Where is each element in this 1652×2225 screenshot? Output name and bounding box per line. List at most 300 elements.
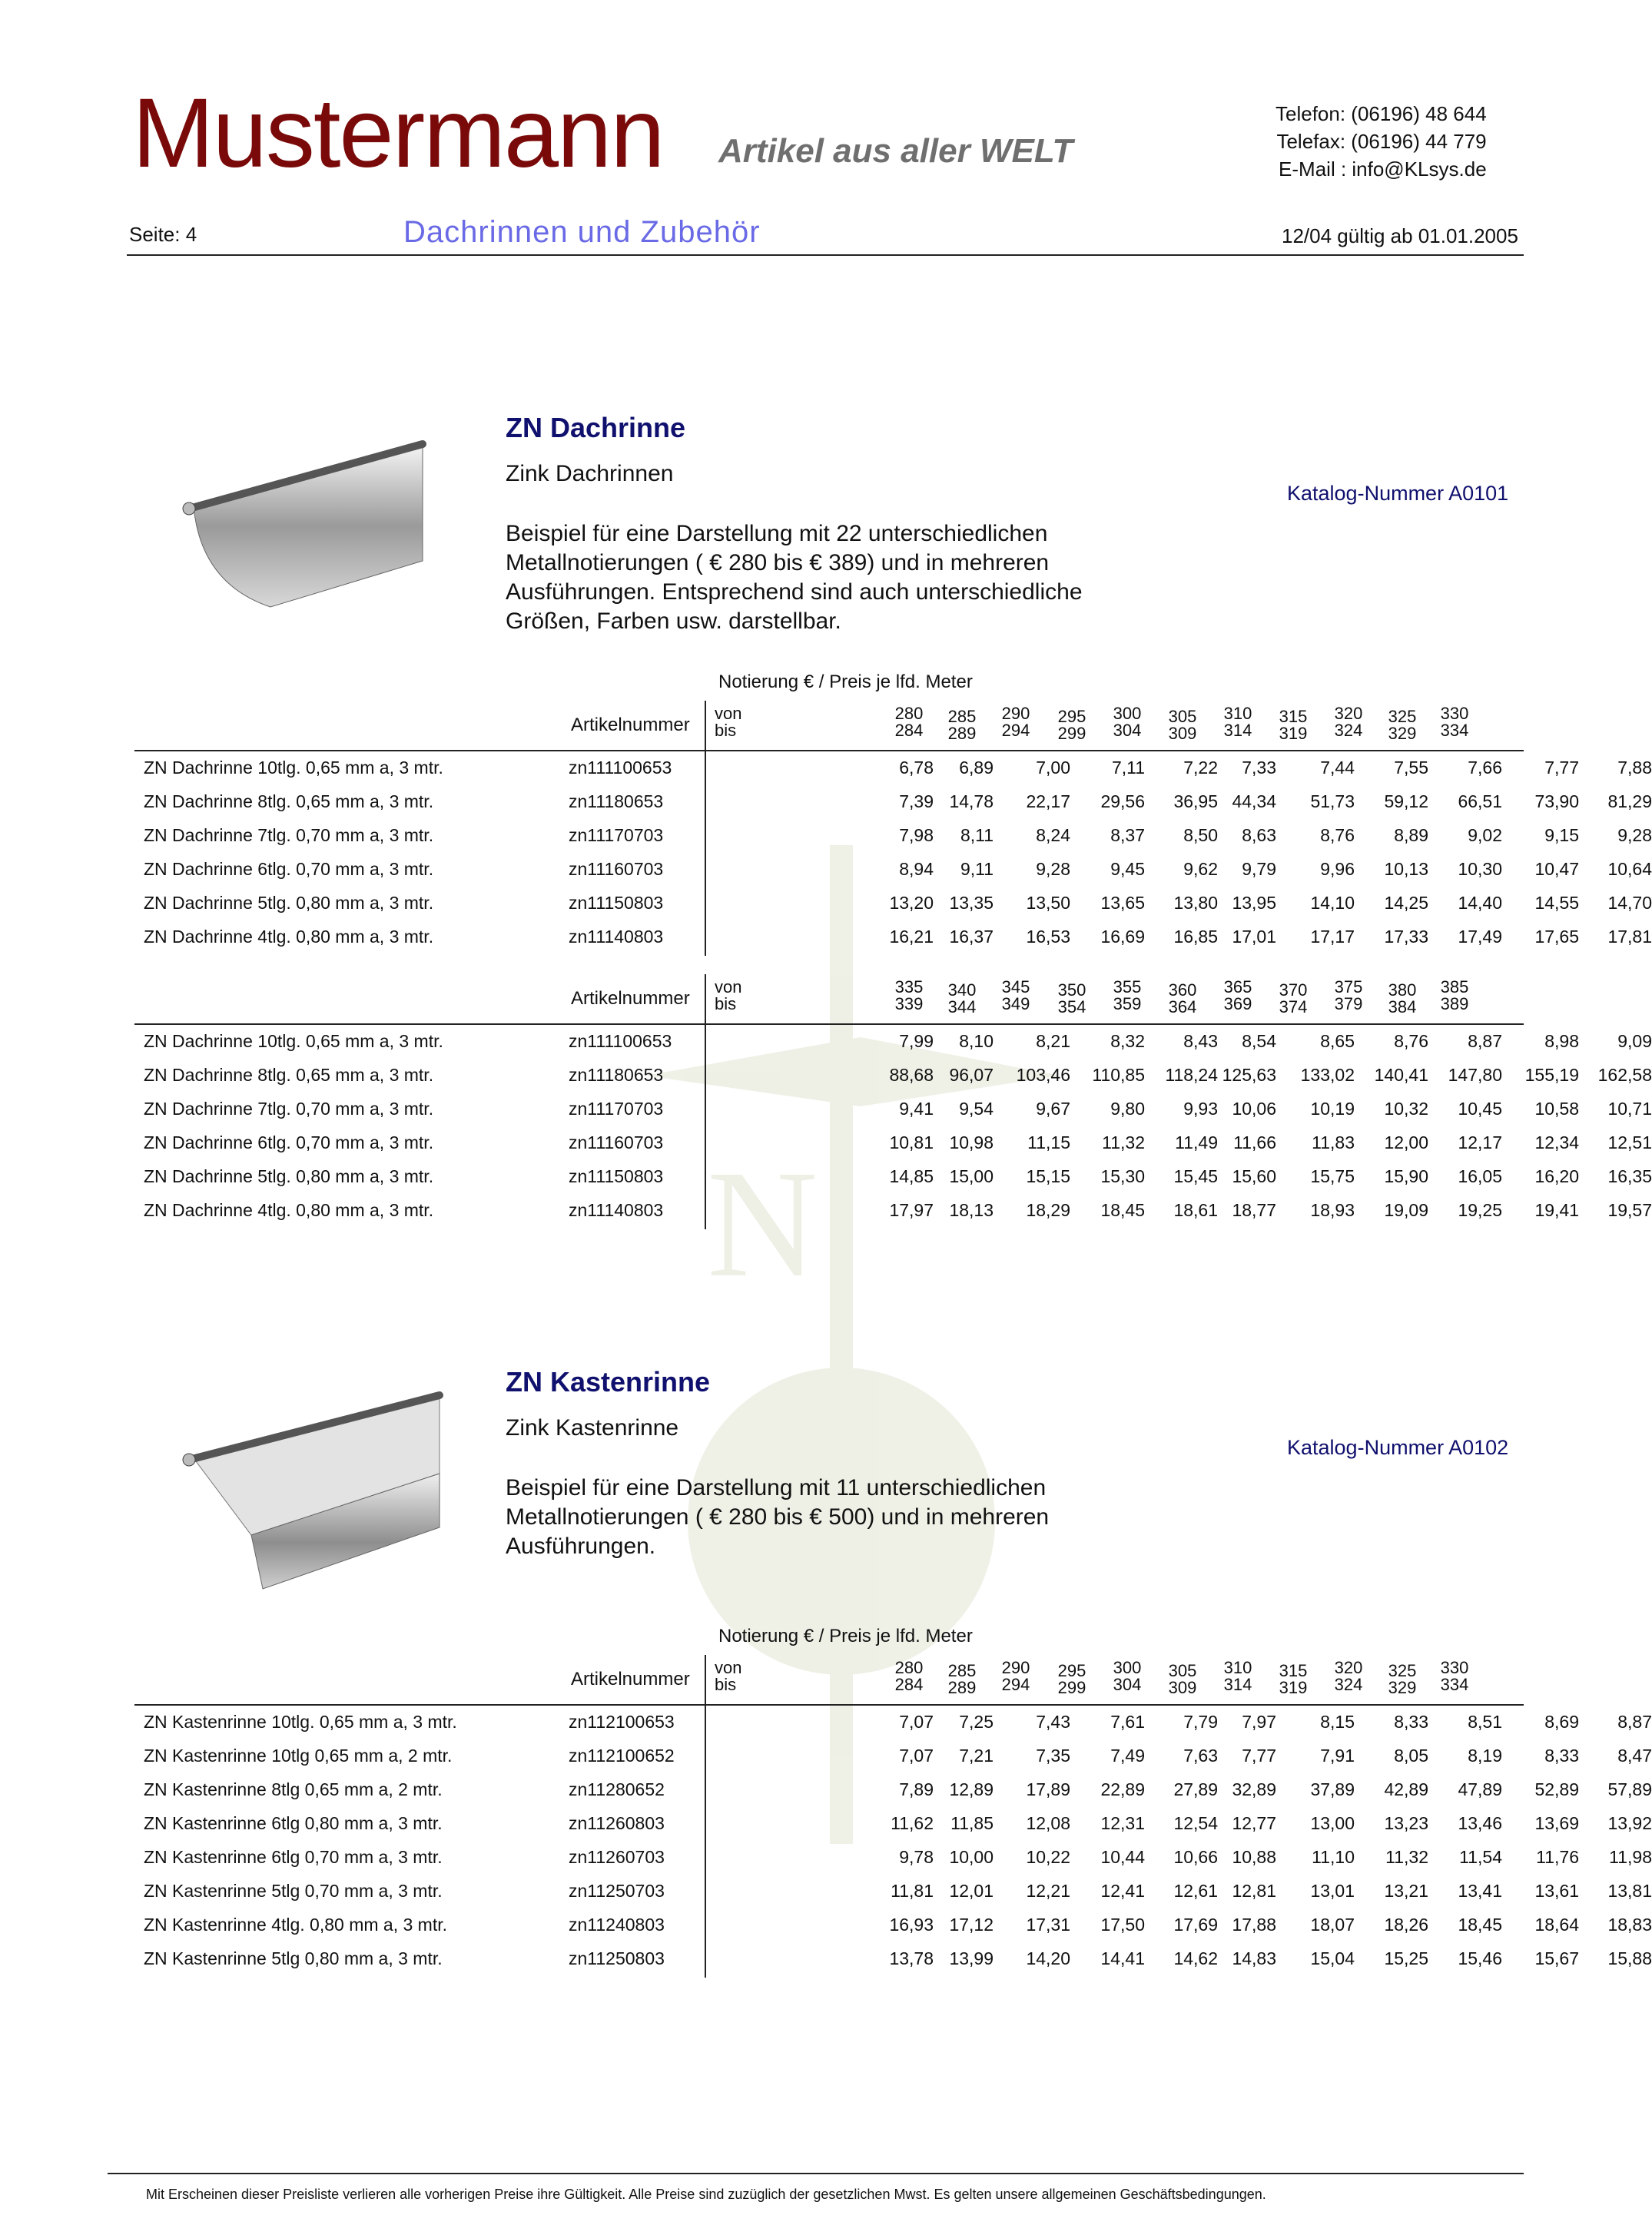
- product-name: ZN Kastenrinne 10tlg. 0,65 mm a, 3 mtr.: [144, 1712, 457, 1732]
- table-row: [134, 1738, 1652, 1772]
- price-cell: 7,43: [1036, 1712, 1070, 1732]
- price-cell: 7,88: [1617, 758, 1652, 778]
- price-cell: 7,35: [1036, 1746, 1070, 1766]
- price-cell: 7,49: [1110, 1746, 1145, 1766]
- price-cell: 13,21: [1384, 1881, 1428, 1901]
- von-bis-label: von bis: [715, 1658, 742, 1694]
- price-cell: 10,88: [1232, 1847, 1276, 1867]
- price-cell: 44,34: [1232, 791, 1276, 811]
- price-cell: 8,15: [1320, 1712, 1355, 1732]
- section-description-kastenrinne: Beispiel für eine Darstellung mit 11 unterschiedlichen Metallnotierungen ( € 280 bis € 500) und in mehreren Ausführungen.: [506, 1475, 1050, 1559]
- price-cell: 13,95: [1232, 893, 1276, 913]
- price-cell: 73,90: [1534, 791, 1579, 811]
- price-cell: 10,64: [1607, 859, 1652, 879]
- price-cell: 18,93: [1310, 1200, 1355, 1220]
- price-cell: 7,55: [1394, 758, 1428, 778]
- price-cell: 13,61: [1534, 1881, 1579, 1901]
- price-table: [134, 974, 1652, 1226]
- article-number: zn11280652: [569, 1779, 665, 1799]
- category-title: Dachrinnen und Zubehör: [403, 215, 761, 249]
- price-range-column: 330 334: [1440, 1658, 1469, 1694]
- price-cell: 10,44: [1100, 1847, 1145, 1867]
- price-range-column: 290 294: [1001, 1658, 1030, 1694]
- artikelnummer-header: Artikelnummer: [571, 715, 690, 735]
- price-cell: 17,50: [1100, 1915, 1145, 1935]
- price-range-column: 320 324: [1334, 704, 1363, 740]
- price-cell: 14,55: [1534, 893, 1579, 913]
- price-cell: 8,87: [1468, 1031, 1502, 1051]
- price-cell: 18,77: [1232, 1200, 1276, 1220]
- product-name: ZN Dachrinne 7tlg. 0,70 mm a, 3 mtr.: [144, 825, 434, 845]
- price-cell: 13,23: [1384, 1813, 1428, 1833]
- katalog-number-dachrinne: Katalog-Nummer A0101: [1287, 482, 1509, 505]
- price-cell: 17,31: [1026, 1915, 1070, 1935]
- price-cell: 7,61: [1110, 1712, 1145, 1732]
- price-cell: 12,89: [949, 1779, 994, 1799]
- price-cell: 7,39: [899, 791, 934, 811]
- price-cell: 10,71: [1607, 1099, 1652, 1119]
- price-range-column: 310 314: [1223, 704, 1252, 740]
- product-name: ZN Dachrinne 6tlg. 0,70 mm a, 3 mtr.: [144, 1132, 434, 1152]
- price-cell: 6,89: [959, 758, 994, 778]
- price-cell: 18,26: [1384, 1915, 1428, 1935]
- table-row: [134, 1772, 1652, 1806]
- price-cell: 15,04: [1310, 1948, 1355, 1968]
- price-cell: 8,76: [1394, 1031, 1428, 1051]
- price-cell: 7,98: [899, 825, 934, 845]
- price-cell: 17,33: [1384, 927, 1428, 947]
- price-range-column: 340 344: [947, 980, 977, 1016]
- price-cell: 11,54: [1459, 1847, 1502, 1867]
- von-bis-label: von bis: [715, 977, 742, 1013]
- product-name: ZN Dachrinne 10tlg. 0,65 mm a, 3 mtr.: [144, 758, 443, 778]
- price-cell: 16,21: [889, 927, 934, 947]
- price-cell: 133,02: [1300, 1065, 1355, 1085]
- price-range-column: 305 309: [1168, 707, 1197, 743]
- price-cell: 47,89: [1458, 1779, 1502, 1799]
- table-row: [134, 919, 1652, 953]
- article-number: zn11180653: [569, 791, 664, 811]
- product-name: ZN Dachrinne 8tlg. 0,65 mm a, 3 mtr.: [144, 791, 434, 811]
- gutter-product-image: [178, 407, 432, 615]
- price-cell: 12,08: [1026, 1813, 1070, 1833]
- price-range-column: 360 364: [1168, 980, 1197, 1016]
- price-cell: 13,80: [1173, 893, 1218, 913]
- price-cell: 7,91: [1320, 1746, 1355, 1766]
- price-cell: 8,11: [960, 825, 994, 845]
- article-number: zn11250803: [569, 1948, 665, 1968]
- price-cell: 7,44: [1320, 758, 1355, 778]
- price-cell: 10,00: [949, 1847, 994, 1867]
- price-cell: 9,28: [1617, 825, 1652, 845]
- product-name: ZN Dachrinne 6tlg. 0,70 mm a, 3 mtr.: [144, 859, 434, 879]
- table-row: [134, 1192, 1652, 1226]
- price-cell: 15,67: [1534, 1948, 1579, 1968]
- product-name: ZN Kastenrinne 4tlg. 0,80 mm a, 3 mtr.: [144, 1915, 447, 1935]
- section-description-dachrinne: Beispiel für eine Darstellung mit 22 unterschiedlichen Metallnotierungen ( € 280 bis € 389) und in mehreren Ausführungen. Entsprechend sind auch unterschiedliche Größen, Farben usw. darstellbar.: [506, 521, 1083, 634]
- price-cell: 8,24: [1036, 825, 1070, 845]
- table-column-rule: [705, 974, 706, 1229]
- price-cell: 8,37: [1110, 825, 1145, 845]
- product-name: ZN Dachrinne 4tlg. 0,80 mm a, 3 mtr.: [144, 927, 434, 947]
- table-row: [134, 784, 1652, 817]
- price-table: [134, 1655, 1652, 1975]
- price-cell: 13,69: [1534, 1813, 1579, 1833]
- price-cell: 8,43: [1183, 1031, 1218, 1051]
- price-cell: 12,61: [1173, 1881, 1218, 1901]
- email[interactable]: E-Mail : info@KLsys.de: [1279, 158, 1487, 181]
- section-subtitle-kastenrinne: Zink Kastenrinne: [506, 1415, 679, 1441]
- price-cell: 14,78: [949, 791, 994, 811]
- article-number: zn11160703: [569, 1132, 664, 1152]
- price-cell: 15,75: [1310, 1166, 1355, 1186]
- product-name: ZN Kastenrinne 5tlg 0,70 mm a, 3 mtr.: [144, 1881, 443, 1901]
- price-cell: 7,77: [1544, 758, 1579, 778]
- product-name: ZN Kastenrinne 6tlg 0,80 mm a, 3 mtr.: [144, 1813, 443, 1833]
- price-range-column: 375 379: [1334, 977, 1363, 1013]
- header-divider: [127, 254, 1524, 256]
- price-cell: 7,66: [1468, 758, 1502, 778]
- price-cell: 11,32: [1385, 1847, 1428, 1867]
- price-cell: 52,89: [1534, 1779, 1579, 1799]
- price-cell: 42,89: [1384, 1779, 1428, 1799]
- price-cell: 8,47: [1617, 1746, 1652, 1766]
- table-row: [134, 851, 1652, 885]
- price-cell: 16,69: [1100, 927, 1145, 947]
- price-cell: 11,98: [1609, 1847, 1652, 1867]
- price-range-column: 290 294: [1001, 704, 1030, 740]
- price-cell: 12,17: [1458, 1132, 1502, 1152]
- price-cell: 14,40: [1458, 893, 1502, 913]
- article-number: zn11170703: [569, 1099, 664, 1119]
- price-cell: 12,41: [1100, 1881, 1145, 1901]
- table-header: [134, 701, 1524, 750]
- price-cell: 10,32: [1384, 1099, 1428, 1119]
- price-range-column: 315 319: [1279, 1661, 1308, 1697]
- price-cell: 11,76: [1536, 1847, 1579, 1867]
- price-cell: 8,33: [1394, 1712, 1428, 1732]
- price-range-column: 300 304: [1113, 1658, 1142, 1694]
- table-row: [134, 1704, 1652, 1738]
- price-cell: 16,35: [1607, 1166, 1652, 1186]
- price-cell: 8,33: [1544, 1746, 1579, 1766]
- price-cell: 14,20: [1026, 1948, 1070, 1968]
- price-cell: 18,45: [1100, 1200, 1145, 1220]
- table-row: [134, 1806, 1652, 1839]
- article-number: zn111100653: [569, 1031, 672, 1051]
- price-cell: 14,10: [1310, 893, 1355, 913]
- table-row: [134, 1941, 1652, 1975]
- price-range-column: 295 299: [1057, 1661, 1086, 1697]
- price-cell: 15,88: [1607, 1948, 1652, 1968]
- price-range-column: 330 334: [1440, 704, 1469, 740]
- price-cell: 8,89: [1394, 825, 1428, 845]
- price-cell: 147,80: [1448, 1065, 1502, 1085]
- price-cell: 10,47: [1534, 859, 1579, 879]
- price-cell: 13,41: [1458, 1881, 1502, 1901]
- product-name: ZN Dachrinne 10tlg. 0,65 mm a, 3 mtr.: [144, 1031, 443, 1051]
- price-cell: 13,46: [1458, 1813, 1502, 1833]
- table-row: [134, 1023, 1652, 1057]
- price-cell: 9,79: [1242, 859, 1276, 879]
- price-cell: 9,54: [959, 1099, 994, 1119]
- price-cell: 18,13: [949, 1200, 994, 1220]
- product-name: ZN Dachrinne 7tlg. 0,70 mm a, 3 mtr.: [144, 1099, 434, 1119]
- price-cell: 9,09: [1617, 1031, 1652, 1051]
- price-cell: 36,95: [1173, 791, 1218, 811]
- notierung-label: Notierung € / Preis je lfd. Meter: [718, 1626, 973, 1646]
- table-header: [134, 974, 1524, 1023]
- price-cell: 10,81: [889, 1132, 934, 1152]
- price-cell: 17,69: [1173, 1915, 1218, 1935]
- article-number: zn11160703: [569, 859, 664, 879]
- svg-text:N: N: [707, 1139, 818, 1309]
- article-number: zn112100652: [569, 1746, 675, 1766]
- price-range-column: 350 354: [1057, 980, 1086, 1016]
- phone: Telefon: (06196) 48 644: [1275, 102, 1487, 125]
- artikelnummer-header: Artikelnummer: [571, 988, 690, 1009]
- price-range-column: 320 324: [1334, 1658, 1363, 1694]
- price-cell: 7,25: [959, 1712, 994, 1732]
- table-row: [134, 1159, 1652, 1192]
- price-cell: 59,12: [1384, 791, 1428, 811]
- price-cell: 7,22: [1183, 758, 1218, 778]
- price-cell: 13,92: [1607, 1813, 1652, 1833]
- price-cell: 17,88: [1232, 1915, 1276, 1935]
- price-cell: 140,41: [1374, 1065, 1428, 1085]
- price-cell: 12,34: [1534, 1132, 1579, 1152]
- price-cell: 17,12: [949, 1915, 994, 1935]
- price-cell: 10,22: [1026, 1847, 1070, 1867]
- notierung-label: Notierung € / Preis je lfd. Meter: [718, 671, 973, 692]
- price-cell: 32,89: [1232, 1779, 1276, 1799]
- price-range-column: 355 359: [1113, 977, 1142, 1013]
- price-cell: 162,58: [1597, 1065, 1652, 1085]
- price-cell: 29,56: [1100, 791, 1145, 811]
- price-cell: 10,06: [1232, 1099, 1276, 1119]
- price-cell: 8,05: [1394, 1746, 1428, 1766]
- price-cell: 13,35: [949, 893, 994, 913]
- article-number: zn11150803: [569, 893, 664, 913]
- price-cell: 12,21: [1026, 1881, 1070, 1901]
- price-cell: 96,07: [949, 1065, 994, 1085]
- price-cell: 13,81: [1607, 1881, 1652, 1901]
- price-cell: 8,69: [1544, 1712, 1579, 1732]
- price-cell: 19,57: [1607, 1200, 1652, 1220]
- price-cell: 11,81: [891, 1881, 934, 1901]
- price-range-column: 365 369: [1223, 977, 1252, 1013]
- price-cell: 11,32: [1102, 1132, 1145, 1152]
- price-range-column: 285 289: [947, 707, 977, 743]
- price-cell: 17,65: [1534, 927, 1579, 947]
- price-cell: 103,46: [1016, 1065, 1070, 1085]
- table-row: [134, 817, 1652, 851]
- price-cell: 8,98: [1544, 1031, 1579, 1051]
- fax: Telefax: (06196) 44 779: [1276, 130, 1487, 153]
- price-cell: 57,89: [1607, 1779, 1652, 1799]
- price-cell: 81,29: [1607, 791, 1652, 811]
- table-row: [134, 1091, 1652, 1125]
- article-number: zn11250703: [569, 1881, 665, 1901]
- price-cell: 11,83: [1312, 1132, 1355, 1152]
- price-cell: 11,10: [1312, 1847, 1355, 1867]
- price-cell: 12,31: [1100, 1813, 1145, 1833]
- price-cell: 110,85: [1092, 1065, 1145, 1085]
- price-cell: 10,19: [1310, 1099, 1355, 1119]
- price-cell: 17,49: [1458, 927, 1502, 947]
- price-cell: 15,60: [1232, 1166, 1276, 1186]
- price-cell: 22,89: [1100, 1779, 1145, 1799]
- price-cell: 9,67: [1036, 1099, 1070, 1119]
- price-cell: 15,15: [1026, 1166, 1070, 1186]
- price-cell: 6,78: [899, 758, 934, 778]
- artikelnummer-header: Artikelnummer: [571, 1669, 690, 1689]
- price-cell: 16,37: [949, 927, 994, 947]
- price-cell: 16,53: [1026, 927, 1070, 947]
- article-number: zn11180653: [569, 1065, 664, 1085]
- price-cell: 27,89: [1173, 1779, 1218, 1799]
- price-cell: 9,80: [1110, 1099, 1145, 1119]
- price-cell: 9,93: [1183, 1099, 1218, 1119]
- price-cell: 9,02: [1468, 825, 1502, 845]
- price-cell: 12,01: [949, 1881, 994, 1901]
- price-cell: 51,73: [1310, 791, 1355, 811]
- price-cell: 18,83: [1607, 1915, 1652, 1935]
- price-cell: 8,51: [1468, 1712, 1502, 1732]
- price-cell: 15,45: [1173, 1166, 1218, 1186]
- price-cell: 17,01: [1232, 927, 1276, 947]
- price-cell: 8,63: [1242, 825, 1276, 845]
- price-cell: 7,21: [959, 1746, 994, 1766]
- price-cell: 7,77: [1242, 1746, 1276, 1766]
- contact-block: [1275, 100, 1487, 183]
- price-cell: 11,15: [1027, 1132, 1070, 1152]
- table-header: [134, 1655, 1524, 1704]
- product-name: ZN Kastenrinne 5tlg 0,80 mm a, 3 mtr.: [144, 1948, 443, 1968]
- price-range-column: 380 384: [1388, 980, 1417, 1016]
- price-cell: 37,89: [1310, 1779, 1355, 1799]
- price-cell: 13,78: [889, 1948, 934, 1968]
- price-cell: 10,58: [1534, 1099, 1579, 1119]
- price-cell: 7,33: [1242, 758, 1276, 778]
- price-cell: 8,32: [1110, 1031, 1145, 1051]
- page-number: Seite: 4: [129, 223, 197, 246]
- box-gutter-product-image: [178, 1358, 447, 1589]
- article-number: zn11140803: [569, 1200, 664, 1220]
- article-number: zn11150803: [569, 1166, 664, 1186]
- tagline: Artikel aus aller WELT: [718, 132, 1073, 170]
- section-title-kastenrinne: ZN Kastenrinne: [506, 1366, 711, 1398]
- price-cell: 7,63: [1183, 1746, 1218, 1766]
- price-range-column: 280 284: [894, 704, 924, 740]
- price-cell: 8,19: [1468, 1746, 1502, 1766]
- price-cell: 13,99: [949, 1948, 994, 1968]
- price-cell: 18,45: [1458, 1915, 1502, 1935]
- product-name: ZN Dachrinne 5tlg. 0,80 mm a, 3 mtr.: [144, 1166, 434, 1186]
- price-cell: 7,07: [899, 1712, 934, 1732]
- price-cell: 22,17: [1026, 791, 1070, 811]
- section-subtitle-dachrinne: Zink Dachrinnen: [506, 461, 674, 486]
- article-number: zn11260703: [569, 1847, 665, 1867]
- price-cell: 10,13: [1384, 859, 1428, 879]
- table-row: [134, 1057, 1652, 1091]
- price-cell: 16,05: [1458, 1166, 1502, 1186]
- price-cell: 10,66: [1173, 1847, 1218, 1867]
- price-cell: 8,76: [1320, 825, 1355, 845]
- table-row: [134, 1873, 1652, 1907]
- price-cell: 15,90: [1384, 1166, 1428, 1186]
- price-range-column: 285 289: [947, 1661, 977, 1697]
- price-cell: 13,00: [1310, 1813, 1355, 1833]
- table-row: [134, 750, 1652, 784]
- price-range-column: 345 349: [1001, 977, 1030, 1013]
- price-range-column: 325 329: [1388, 707, 1417, 743]
- price-cell: 17,17: [1310, 927, 1355, 947]
- price-cell: 15,30: [1100, 1166, 1145, 1186]
- product-name: ZN Kastenrinne 6tlg 0,70 mm a, 3 mtr.: [144, 1847, 443, 1867]
- price-cell: 9,45: [1110, 859, 1145, 879]
- price-cell: 12,81: [1232, 1881, 1276, 1901]
- company-logo: Mustermann: [132, 78, 664, 188]
- price-cell: 17,89: [1026, 1779, 1070, 1799]
- price-range-column: 315 319: [1279, 707, 1308, 743]
- price-cell: 13,20: [889, 893, 934, 913]
- product-name: ZN Kastenrinne 10tlg 0,65 mm a, 2 mtr.: [144, 1746, 453, 1766]
- price-cell: 7,89: [899, 1779, 934, 1799]
- product-name: ZN Dachrinne 5tlg. 0,80 mm a, 3 mtr.: [144, 893, 434, 913]
- price-cell: 13,01: [1310, 1881, 1355, 1901]
- price-cell: 7,99: [899, 1031, 934, 1051]
- footer-disclaimer: Mit Erscheinen dieser Preisliste verlieren alle vorherigen Preise ihre Gültigkeit. Alle Preise sind zuzüglich der gesetzlichen Mwst. Es gelten unsere allgemeinen Geschäftsbedingungen.: [146, 2187, 1266, 2202]
- price-cell: 17,97: [889, 1200, 934, 1220]
- price-range-column: 295 299: [1057, 707, 1086, 743]
- article-number: zn11170703: [569, 825, 664, 845]
- price-cell: 7,79: [1183, 1712, 1218, 1732]
- price-cell: 16,85: [1173, 927, 1218, 947]
- price-cell: 8,10: [959, 1031, 994, 1051]
- price-cell: 17,81: [1607, 927, 1652, 947]
- table-row: [134, 885, 1652, 919]
- price-cell: 10,45: [1458, 1099, 1502, 1119]
- price-cell: 9,96: [1320, 859, 1355, 879]
- price-cell: 10,30: [1458, 859, 1502, 879]
- article-number: zn11240803: [569, 1915, 665, 1935]
- price-cell: 11,85: [950, 1813, 994, 1833]
- product-name: ZN Kastenrinne 8tlg 0,65 mm a, 2 mtr.: [144, 1779, 443, 1799]
- price-cell: 125,63: [1222, 1065, 1276, 1085]
- price-cell: 8,87: [1617, 1712, 1652, 1732]
- table-column-rule: [705, 701, 706, 956]
- price-table: [134, 701, 1652, 953]
- article-number: zn111100653: [569, 758, 672, 778]
- price-cell: 12,51: [1607, 1132, 1652, 1152]
- price-range-column: 305 309: [1168, 1661, 1197, 1697]
- product-name: ZN Dachrinne 8tlg. 0,65 mm a, 3 mtr.: [144, 1065, 434, 1085]
- price-cell: 9,15: [1544, 825, 1579, 845]
- price-cell: 88,68: [889, 1065, 934, 1085]
- validity-date: 12/04 gültig ab 01.01.2005: [1282, 224, 1518, 247]
- price-cell: 19,41: [1534, 1200, 1579, 1220]
- price-cell: 118,24: [1165, 1065, 1218, 1085]
- price-range-column: 280 284: [894, 1658, 924, 1694]
- article-number: zn112100653: [569, 1712, 675, 1732]
- price-cell: 7,00: [1036, 758, 1070, 778]
- price-cell: 12,77: [1232, 1813, 1276, 1833]
- price-range-column: 335 339: [894, 977, 924, 1013]
- price-range-column: 325 329: [1388, 1661, 1417, 1697]
- price-cell: 18,07: [1310, 1915, 1355, 1935]
- price-cell: 8,65: [1320, 1031, 1355, 1051]
